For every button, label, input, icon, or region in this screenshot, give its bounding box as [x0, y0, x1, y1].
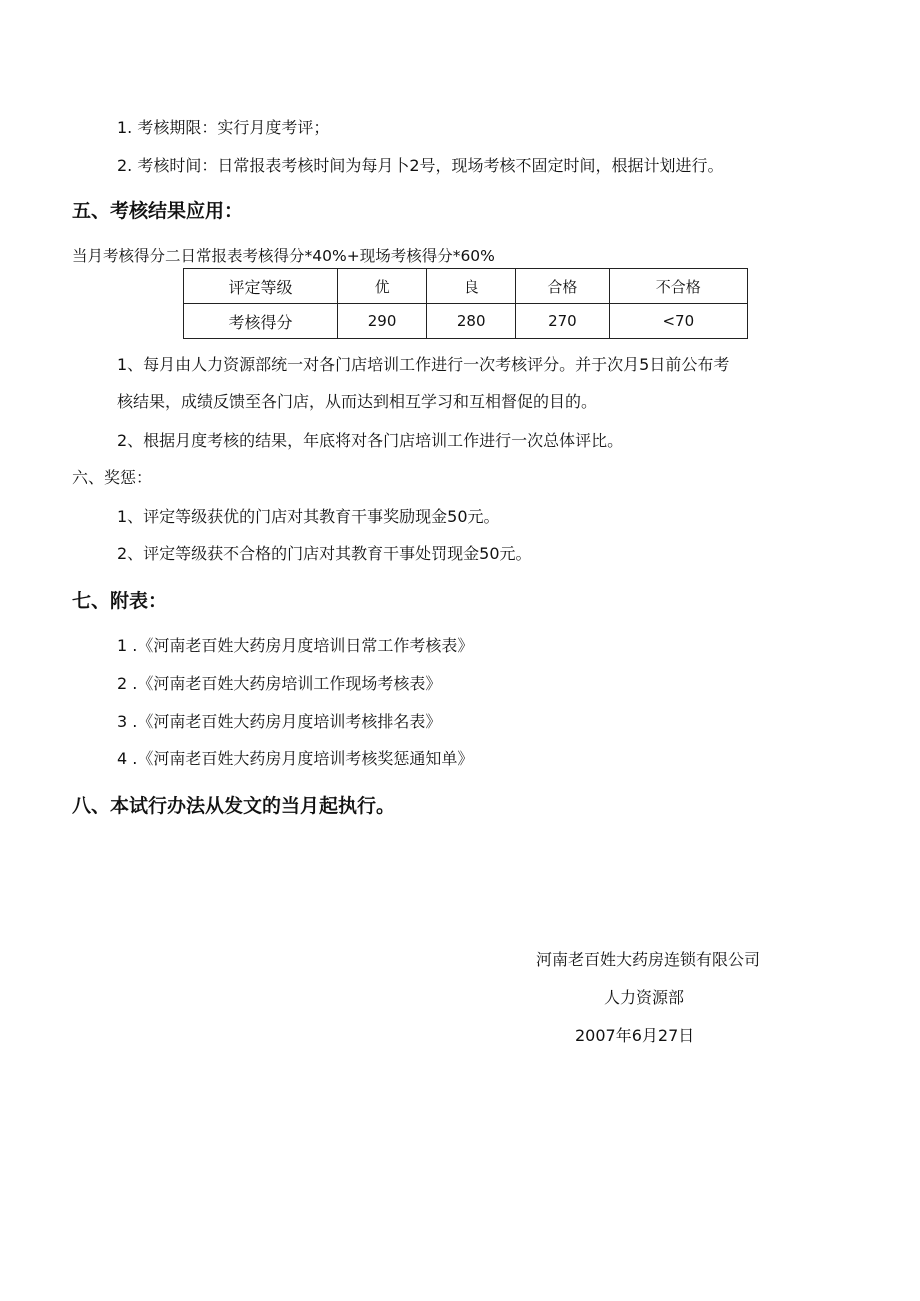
table-row [184, 269, 748, 304]
appendix-item: 4 .《河南老百姓大药房月度培训考核奖惩通知单》 [117, 749, 474, 768]
signature-date: 2007年6月27日 [575, 1026, 695, 1045]
reward-item-1: 1、评定等级获优的门店对其教育干事奖励现金50元。 [117, 507, 500, 526]
score-cell: 270 [516, 304, 609, 339]
score-formula: 当月考核得分二日常报表考核得分*40%+现场考核得分*60% [72, 247, 495, 265]
section-six-heading: 六、奖惩： [72, 468, 153, 487]
section-five-heading: 五、考核结果应用： [72, 200, 244, 222]
appendix-item: 3 .《河南老百姓大药房月度培训考核排名表》 [117, 712, 442, 731]
section-eight-heading: 八、本试行办法从发文的当月起执行。 [72, 795, 396, 817]
result-item-2: 2、根据月度考核的结果，年底将对各门店培训工作进行一次总体评比。 [117, 431, 624, 450]
grade-cell: 不合格 [609, 269, 747, 304]
result-item-1-cont: 核结果，成绩反馈至各门店，从而达到相互学习和互相督促的目的。 [117, 392, 598, 411]
section-seven-heading: 七、附表： [72, 590, 168, 612]
result-item-1: 1、每月由人力资源部统一对各门店培训工作进行一次考核评分。并于次月5日前公布考 [117, 355, 730, 374]
time-item: 2. 考核时间：日常报表考核时间为每月卜2号，现场考核不固定时间，根据计划进行。 [117, 156, 724, 175]
appendix-item: 1 .《河南老百姓大药房月度培训日常工作考核表》 [117, 636, 474, 655]
term-item: 1. 考核期限：实行月度考评； [117, 118, 330, 137]
grade-cell: 良 [427, 269, 516, 304]
score-cell: 290 [338, 304, 427, 339]
signature-company: 河南老百姓大药房连锁有限公司 [536, 950, 761, 969]
score-cell: <70 [609, 304, 747, 339]
reward-item-2: 2、评定等级获不合格的门店对其教育干事处罚现金50元。 [117, 544, 532, 563]
score-header-cell: 考核得分 [184, 304, 338, 339]
table-row [184, 304, 748, 339]
grade-cell: 优 [338, 269, 427, 304]
grade-header-cell: 评定等级 [184, 269, 338, 304]
appendix-item: 2 .《河南老百姓大药房培训工作现场考核表》 [117, 674, 442, 693]
signature-department: 人力资源部 [604, 988, 685, 1007]
grade-cell: 合格 [516, 269, 609, 304]
score-cell: 280 [427, 304, 516, 339]
score-table [183, 268, 748, 339]
